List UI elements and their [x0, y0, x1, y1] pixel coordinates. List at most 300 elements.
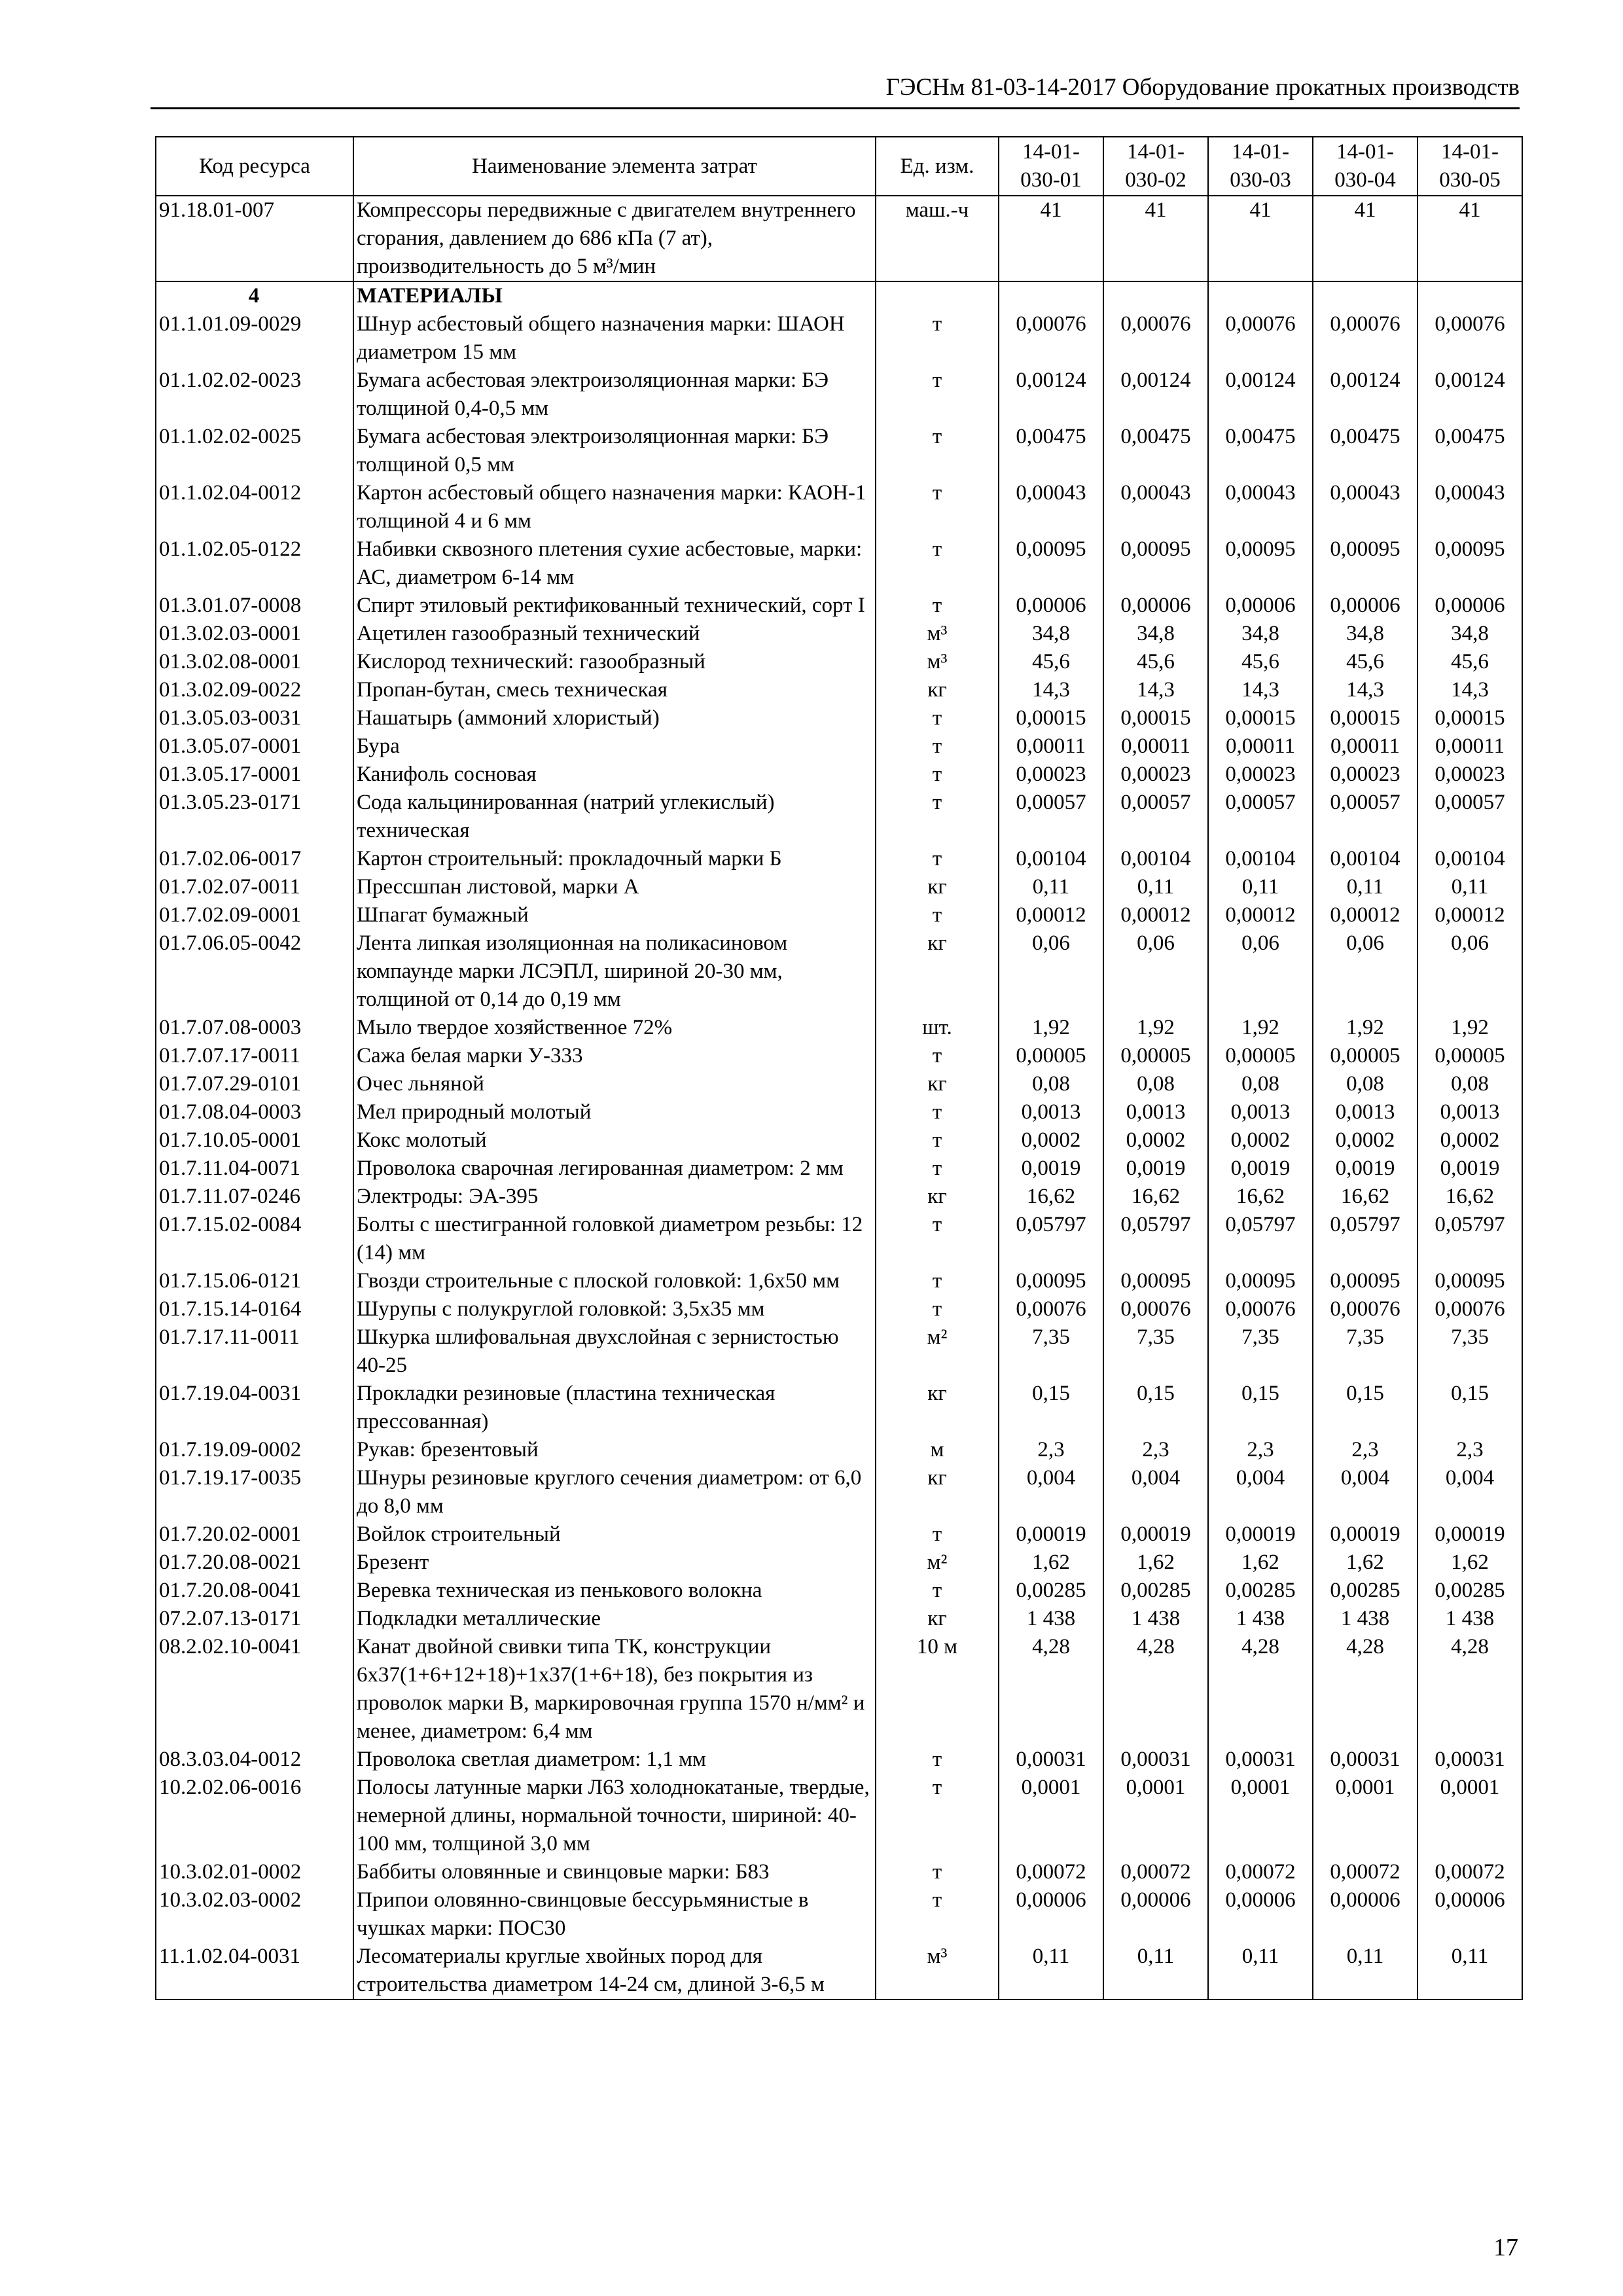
norm-value-4: 0,00012 [1313, 901, 1418, 929]
norm-value-4: 0,11 [1313, 873, 1418, 901]
table-row [156, 1098, 1522, 1126]
unit-of-measure: м² [876, 1323, 999, 1380]
unit-of-measure: м³ [876, 1943, 999, 2000]
norm-value-3: 0,00031 [1208, 1746, 1313, 1774]
resource-code: 01.7.15.02-0084 [156, 1211, 353, 1267]
resource-code: 01.7.20.08-0021 [156, 1549, 353, 1577]
norm-value-1: 0,00095 [999, 535, 1103, 592]
unit-of-measure: маш.-ч [876, 196, 999, 281]
norm-value-2: 1 438 [1103, 1605, 1208, 1633]
norm-value-5: 0,00076 [1418, 1295, 1522, 1323]
resource-name: Спирт этиловый ректификованный технический, сорт I [353, 592, 876, 620]
norm-value-3: 0,00006 [1208, 1886, 1313, 1943]
resource-name: Мыло твердое хозяйственное 72% [353, 1014, 876, 1042]
unit-of-measure: кг [876, 929, 999, 1014]
norm-value-2: 0,00006 [1103, 592, 1208, 620]
table-row [156, 901, 1522, 929]
table-row [156, 676, 1522, 704]
norm-value-3: 0,00095 [1208, 535, 1313, 592]
norm-value-3: 0,00015 [1208, 704, 1313, 732]
norm-value-2: 0,00072 [1103, 1858, 1208, 1886]
table-row [156, 1886, 1522, 1943]
norm-value-1: 0,00031 [999, 1746, 1103, 1774]
norm-value-4: 7,35 [1313, 1323, 1418, 1380]
norm-value-2: 0,05797 [1103, 1211, 1208, 1267]
norm-value-1: 0,00023 [999, 761, 1103, 789]
norm-value-4: 0,00475 [1313, 423, 1418, 479]
resource-name: Полосы латунные марки Л63 холоднокатаные, твердые, немерной длины, нормальной точности, шириной: 40-100 мм, толщиной 3,0 мм [353, 1774, 876, 1858]
unit-of-measure: м [876, 1436, 999, 1464]
norm-value-5: 0,00285 [1418, 1577, 1522, 1605]
norm-value-5: 0,0002 [1418, 1126, 1522, 1155]
norm-value-1: 0,00076 [999, 1295, 1103, 1323]
norm-value-1: 0,00019 [999, 1520, 1103, 1549]
norm-value-1: 0,15 [999, 1380, 1103, 1436]
norm-value-2: 0,00005 [1103, 1042, 1208, 1070]
resource-name: Бумага асбестовая электроизоляционная марки: БЭ толщиной 0,5 мм [353, 423, 876, 479]
resource-code: 01.7.19.17-0035 [156, 1464, 353, 1520]
norm-value-1: 7,35 [999, 1323, 1103, 1380]
norm-value-2: 0,11 [1103, 1943, 1208, 2000]
resource-code: 01.3.02.08-0001 [156, 648, 353, 676]
unit-of-measure: 10 м [876, 1633, 999, 1746]
resource-code: 01.7.11.04-0071 [156, 1155, 353, 1183]
resource-table [155, 136, 1523, 2000]
resource-name: Брезент [353, 1549, 876, 1577]
norm-value-2: 7,35 [1103, 1323, 1208, 1380]
resource-code: 01.3.05.23-0171 [156, 789, 353, 845]
table-row [156, 1267, 1522, 1295]
resource-name: Сода кальцинированная (натрий углекислый) техническая [353, 789, 876, 845]
resource-name: МАТЕРИАЛЫ [353, 281, 876, 310]
unit-of-measure: т [876, 704, 999, 732]
norm-value-5: 0,00095 [1418, 1267, 1522, 1295]
unit-of-measure: т [876, 1886, 999, 1943]
resource-name: Рукав: брезентовый [353, 1436, 876, 1464]
unit-of-measure: кг [876, 1183, 999, 1211]
resource-name: Бура [353, 732, 876, 761]
norm-value-5: 0,00057 [1418, 789, 1522, 845]
resource-code: 08.3.03.04-0012 [156, 1746, 353, 1774]
resource-code: 01.7.08.04-0003 [156, 1098, 353, 1126]
norm-value-1: 0,00072 [999, 1858, 1103, 1886]
norm-value-2: 16,62 [1103, 1183, 1208, 1211]
norm-value-3 [1208, 281, 1313, 310]
norm-value-5: 0,00076 [1418, 310, 1522, 367]
norm-value-4: 45,6 [1313, 648, 1418, 676]
norm-value-4: 0,0002 [1313, 1126, 1418, 1155]
table-row [156, 1858, 1522, 1886]
resource-code: 01.7.19.09-0002 [156, 1436, 353, 1464]
resource-name: Сажа белая марки У-333 [353, 1042, 876, 1070]
resource-name: Канифоль сосновая [353, 761, 876, 789]
norm-value-1: 16,62 [999, 1183, 1103, 1211]
norm-value-5: 0,00019 [1418, 1520, 1522, 1549]
norm-value-5: 0,11 [1418, 1943, 1522, 2000]
norm-value-4: 0,00072 [1313, 1858, 1418, 1886]
resource-name: Электроды: ЭА-395 [353, 1183, 876, 1211]
resource-name: Войлок строительный [353, 1520, 876, 1549]
resource-code: 10.3.02.01-0002 [156, 1858, 353, 1886]
norm-value-2: 0,00095 [1103, 535, 1208, 592]
norm-value-2: 0,00057 [1103, 789, 1208, 845]
resource-code: 10.3.02.03-0002 [156, 1886, 353, 1943]
norm-value-3: 0,004 [1208, 1464, 1313, 1520]
norm-value-2: 1,62 [1103, 1549, 1208, 1577]
norm-value-1: 0,00057 [999, 789, 1103, 845]
resource-code: 01.7.02.09-0001 [156, 901, 353, 929]
norm-value-3: 0,00076 [1208, 310, 1313, 367]
norm-value-4: 1,92 [1313, 1014, 1418, 1042]
norm-value-3: 45,6 [1208, 648, 1313, 676]
norm-value-4: 0,08 [1313, 1070, 1418, 1098]
table-row [156, 1323, 1522, 1380]
unit-of-measure: т [876, 1211, 999, 1267]
resource-code: 01.7.11.07-0246 [156, 1183, 353, 1211]
table-row [156, 732, 1522, 761]
running-header: ГЭСНм 81-03-14-2017 Оборудование прокатных производств [885, 74, 1520, 101]
norm-value-2: 0,00012 [1103, 901, 1208, 929]
norm-value-4: 1,62 [1313, 1549, 1418, 1577]
norm-value-3: 0,06 [1208, 929, 1313, 1014]
norm-value-4: 0,00006 [1313, 1886, 1418, 1943]
resource-code: 01.1.02.02-0023 [156, 367, 353, 423]
resource-name: Веревка техническая из пенькового волокна [353, 1577, 876, 1605]
resource-code: 01.3.05.17-0001 [156, 761, 353, 789]
resource-code: 01.1.02.02-0025 [156, 423, 353, 479]
table-row [156, 310, 1522, 367]
unit-of-measure: т [876, 592, 999, 620]
norm-value-1: 2,3 [999, 1436, 1103, 1464]
norm-value-2: 0,15 [1103, 1380, 1208, 1436]
norm-value-3: 0,00475 [1208, 423, 1313, 479]
norm-value-3: 0,0002 [1208, 1126, 1313, 1155]
norm-value-1: 0,05797 [999, 1211, 1103, 1267]
table-row [156, 1633, 1522, 1746]
norm-value-5: 4,28 [1418, 1633, 1522, 1746]
unit-of-measure: т [876, 535, 999, 592]
norm-value-5: 0,0001 [1418, 1774, 1522, 1858]
resource-code: 01.3.02.09-0022 [156, 676, 353, 704]
norm-value-2: 0,004 [1103, 1464, 1208, 1520]
resource-code: 01.7.20.08-0041 [156, 1577, 353, 1605]
norm-value-5: 0,00012 [1418, 901, 1522, 929]
norm-value-1: 0,00475 [999, 423, 1103, 479]
table-row [156, 535, 1522, 592]
unit-of-measure: т [876, 310, 999, 367]
norm-value-5: 0,00104 [1418, 845, 1522, 873]
norm-value-4: 16,62 [1313, 1183, 1418, 1211]
norm-value-1: 0,11 [999, 873, 1103, 901]
norm-value-3: 14,3 [1208, 676, 1313, 704]
norm-value-4: 34,8 [1313, 620, 1418, 648]
norm-value-1: 0,00012 [999, 901, 1103, 929]
norm-value-1: 41 [999, 196, 1103, 281]
resource-name: Картон строительный: прокладочный марки Б [353, 845, 876, 873]
unit-of-measure: т [876, 1098, 999, 1126]
norm-value-3: 0,00072 [1208, 1858, 1313, 1886]
norm-value-5: 0,00124 [1418, 367, 1522, 423]
resource-name: Кислород технический: газообразный [353, 648, 876, 676]
norm-value-5: 0,004 [1418, 1464, 1522, 1520]
table-row [156, 1577, 1522, 1605]
norm-value-1 [999, 281, 1103, 310]
col-header-14-01-030-02: 14-01- 030-02 [1103, 137, 1208, 196]
norm-value-3: 0,00104 [1208, 845, 1313, 873]
table-row [156, 648, 1522, 676]
col-header-14-01-030-03: 14-01- 030-03 [1208, 137, 1313, 196]
unit-of-measure: шт. [876, 1014, 999, 1042]
unit-of-measure: т [876, 479, 999, 535]
norm-value-5: 0,05797 [1418, 1211, 1522, 1267]
table-row [156, 1746, 1522, 1774]
norm-value-1: 1 438 [999, 1605, 1103, 1633]
norm-value-1: 0,004 [999, 1464, 1103, 1520]
unit-of-measure: т [876, 1520, 999, 1549]
resource-code: 01.3.05.07-0001 [156, 732, 353, 761]
norm-value-2: 0,00043 [1103, 479, 1208, 535]
norm-value-2: 0,00095 [1103, 1267, 1208, 1295]
table-row [156, 1380, 1522, 1436]
unit-of-measure: кг [876, 1464, 999, 1520]
table-row [156, 1605, 1522, 1633]
resource-name: Шурупы с полукруглой головкой: 3,5x35 мм [353, 1295, 876, 1323]
table-row [156, 479, 1522, 535]
unit-of-measure: т [876, 1155, 999, 1183]
section-header-row [156, 281, 1522, 310]
norm-value-4: 0,00076 [1313, 310, 1418, 367]
unit-of-measure: кг [876, 1605, 999, 1633]
col-header-name: Наименование элемента затрат [353, 137, 876, 196]
norm-value-1: 0,0002 [999, 1126, 1103, 1155]
norm-value-2: 0,00104 [1103, 845, 1208, 873]
norm-value-5: 45,6 [1418, 648, 1522, 676]
resource-code: 01.1.01.09-0029 [156, 310, 353, 367]
table-row [156, 1549, 1522, 1577]
table-row [156, 704, 1522, 732]
norm-value-2: 1,92 [1103, 1014, 1208, 1042]
norm-value-3: 2,3 [1208, 1436, 1313, 1464]
resource-name: Очес льняной [353, 1070, 876, 1098]
norm-value-2: 0,0019 [1103, 1155, 1208, 1183]
unit-of-measure [876, 281, 999, 310]
table-header-row [156, 137, 1522, 196]
resource-name: Шнуры резиновые круглого сечения диаметром: от 6,0 до 8,0 мм [353, 1464, 876, 1520]
norm-value-3: 0,00076 [1208, 1295, 1313, 1323]
unit-of-measure: м² [876, 1549, 999, 1577]
norm-value-3: 0,00005 [1208, 1042, 1313, 1070]
norm-value-5: 0,00005 [1418, 1042, 1522, 1070]
resource-name: Гвозди строительные с плоской головкой: 1,6x50 мм [353, 1267, 876, 1295]
table-row [156, 1436, 1522, 1464]
norm-value-4: 0,004 [1313, 1464, 1418, 1520]
norm-value-5: 0,0019 [1418, 1155, 1522, 1183]
norm-value-2: 0,00019 [1103, 1520, 1208, 1549]
norm-value-5: 0,0013 [1418, 1098, 1522, 1126]
norm-value-4: 0,00011 [1313, 732, 1418, 761]
unit-of-measure: т [876, 1042, 999, 1070]
norm-value-4: 0,00124 [1313, 367, 1418, 423]
norm-value-5: 0,00043 [1418, 479, 1522, 535]
col-header-14-01-030-01: 14-01- 030-01 [999, 137, 1103, 196]
unit-of-measure: т [876, 1295, 999, 1323]
table-row [156, 1155, 1522, 1183]
resource-name: Подкладки металлические [353, 1605, 876, 1633]
table-row [156, 1042, 1522, 1070]
norm-value-3: 16,62 [1208, 1183, 1313, 1211]
norm-value-3: 0,00124 [1208, 367, 1313, 423]
table-row [156, 1183, 1522, 1211]
resource-code: 91.18.01-007 [156, 196, 353, 281]
table-row [156, 1211, 1522, 1267]
norm-value-2: 0,11 [1103, 873, 1208, 901]
unit-of-measure: т [876, 789, 999, 845]
unit-of-measure: т [876, 761, 999, 789]
norm-value-2: 0,0013 [1103, 1098, 1208, 1126]
unit-of-measure: т [876, 1858, 999, 1886]
norm-value-2: 0,00031 [1103, 1746, 1208, 1774]
norm-value-4: 1 438 [1313, 1605, 1418, 1633]
col-header-14-01-030-05: 14-01- 030-05 [1418, 137, 1522, 196]
table-row [156, 1464, 1522, 1520]
resource-name: Прокладки резиновые (пластина техническая прессованная) [353, 1380, 876, 1436]
table-row [156, 367, 1522, 423]
resource-code: 4 [156, 281, 353, 310]
norm-value-4: 2,3 [1313, 1436, 1418, 1464]
resource-name: Канат двойной свивки типа ТК, конструкции 6x37(1+6+12+18)+1x37(1+6+18), без покрытия из проволок марки В, маркировочная группа 1570 н/мм² и менее, диаметром: 6,4 мм [353, 1633, 876, 1746]
norm-value-4: 0,00015 [1313, 704, 1418, 732]
resource-code: 01.7.07.17-0011 [156, 1042, 353, 1070]
norm-value-1: 0,00006 [999, 1886, 1103, 1943]
resource-name: Картон асбестовый общего назначения марки: КАОН-1 толщиной 4 и 6 мм [353, 479, 876, 535]
norm-value-3: 0,00043 [1208, 479, 1313, 535]
norm-value-4: 0,00095 [1313, 1267, 1418, 1295]
resource-code: 01.7.02.07-0011 [156, 873, 353, 901]
norm-value-5: 2,3 [1418, 1436, 1522, 1464]
resource-code: 01.7.17.11-0011 [156, 1323, 353, 1380]
norm-value-4: 0,0001 [1313, 1774, 1418, 1858]
unit-of-measure: т [876, 1126, 999, 1155]
norm-value-1: 0,06 [999, 929, 1103, 1014]
norm-value-3: 41 [1208, 196, 1313, 281]
norm-value-5: 1,92 [1418, 1014, 1522, 1042]
col-header-14-01-030-04: 14-01- 030-04 [1313, 137, 1418, 196]
norm-value-1: 14,3 [999, 676, 1103, 704]
norm-value-3: 0,00057 [1208, 789, 1313, 845]
table-row [156, 1014, 1522, 1042]
resource-code: 01.7.07.29-0101 [156, 1070, 353, 1098]
norm-value-4: 0,00285 [1313, 1577, 1418, 1605]
resource-name: Кокс молотый [353, 1126, 876, 1155]
norm-value-3: 0,15 [1208, 1380, 1313, 1436]
norm-value-4: 0,0019 [1313, 1155, 1418, 1183]
resource-code: 01.7.06.05-0042 [156, 929, 353, 1014]
table-row [156, 196, 1522, 281]
norm-value-5: 0,08 [1418, 1070, 1522, 1098]
unit-of-measure: м³ [876, 648, 999, 676]
norm-value-1: 0,00124 [999, 367, 1103, 423]
resource-name: Пропан-бутан, смесь техническая [353, 676, 876, 704]
norm-value-3: 0,00285 [1208, 1577, 1313, 1605]
norm-value-3: 0,00011 [1208, 732, 1313, 761]
norm-value-4 [1313, 281, 1418, 310]
norm-value-4: 0,00023 [1313, 761, 1418, 789]
norm-value-2: 14,3 [1103, 676, 1208, 704]
norm-value-1: 0,00043 [999, 479, 1103, 535]
norm-value-1: 0,00005 [999, 1042, 1103, 1070]
col-header-code: Код ресурса [156, 137, 353, 196]
resource-code: 11.1.02.04-0031 [156, 1943, 353, 2000]
norm-value-4: 0,00076 [1313, 1295, 1418, 1323]
resource-code: 01.3.01.07-0008 [156, 592, 353, 620]
norm-value-1: 45,6 [999, 648, 1103, 676]
resource-code: 01.7.10.05-0001 [156, 1126, 353, 1155]
norm-value-5: 0,00072 [1418, 1858, 1522, 1886]
norm-value-3: 0,00023 [1208, 761, 1313, 789]
resource-table-container [155, 136, 1522, 2000]
norm-value-2: 4,28 [1103, 1633, 1208, 1746]
norm-value-1: 0,0019 [999, 1155, 1103, 1183]
norm-value-3: 1,92 [1208, 1014, 1313, 1042]
norm-value-1: 0,00015 [999, 704, 1103, 732]
resource-name: Компрессоры передвижные с двигателем внутреннего сгорания, давлением до 686 кПа (7 ат), производительность до 5 м³/мин [353, 196, 876, 281]
table-row [156, 423, 1522, 479]
norm-value-3: 34,8 [1208, 620, 1313, 648]
norm-value-3: 0,00019 [1208, 1520, 1313, 1549]
norm-value-1: 0,0013 [999, 1098, 1103, 1126]
norm-value-5: 14,3 [1418, 676, 1522, 704]
table-row [156, 592, 1522, 620]
resource-code: 01.1.02.05-0122 [156, 535, 353, 592]
norm-value-5: 0,00011 [1418, 732, 1522, 761]
norm-value-1: 0,08 [999, 1070, 1103, 1098]
table-row [156, 620, 1522, 648]
unit-of-measure: т [876, 1267, 999, 1295]
norm-value-3: 0,11 [1208, 1943, 1313, 2000]
resource-name: Набивки сквозного плетения сухие асбестовые, марки: АС, диаметром 6-14 мм [353, 535, 876, 592]
norm-value-2: 0,00475 [1103, 423, 1208, 479]
norm-value-2: 0,00076 [1103, 310, 1208, 367]
norm-value-5: 0,00095 [1418, 535, 1522, 592]
norm-value-4: 0,15 [1313, 1380, 1418, 1436]
norm-value-5: 0,00006 [1418, 592, 1522, 620]
norm-value-3: 0,05797 [1208, 1211, 1313, 1267]
norm-value-2: 0,08 [1103, 1070, 1208, 1098]
norm-value-2: 45,6 [1103, 648, 1208, 676]
norm-value-5: 0,00006 [1418, 1886, 1522, 1943]
unit-of-measure: т [876, 423, 999, 479]
norm-value-3: 1 438 [1208, 1605, 1313, 1633]
norm-value-3: 0,00095 [1208, 1267, 1313, 1295]
norm-value-4: 0,00057 [1313, 789, 1418, 845]
resource-name: Баббиты оловянные и свинцовые марки: Б83 [353, 1858, 876, 1886]
norm-value-3: 0,0001 [1208, 1774, 1313, 1858]
norm-value-1: 0,11 [999, 1943, 1103, 2000]
norm-value-4: 41 [1313, 196, 1418, 281]
norm-value-4: 14,3 [1313, 676, 1418, 704]
norm-value-2: 0,00015 [1103, 704, 1208, 732]
resource-name: Проволока сварочная легированная диаметром: 2 мм [353, 1155, 876, 1183]
unit-of-measure: т [876, 1577, 999, 1605]
table-row [156, 1520, 1522, 1549]
resource-name: Лесоматериалы круглые хвойных пород для строительства диаметром 14-24 см, длиной 3-6,5 м [353, 1943, 876, 2000]
unit-of-measure: кг [876, 1070, 999, 1098]
norm-value-2: 0,00076 [1103, 1295, 1208, 1323]
table-row [156, 761, 1522, 789]
resource-code: 10.2.02.06-0016 [156, 1774, 353, 1858]
resource-code: 01.7.07.08-0003 [156, 1014, 353, 1042]
norm-value-5: 1,62 [1418, 1549, 1522, 1577]
